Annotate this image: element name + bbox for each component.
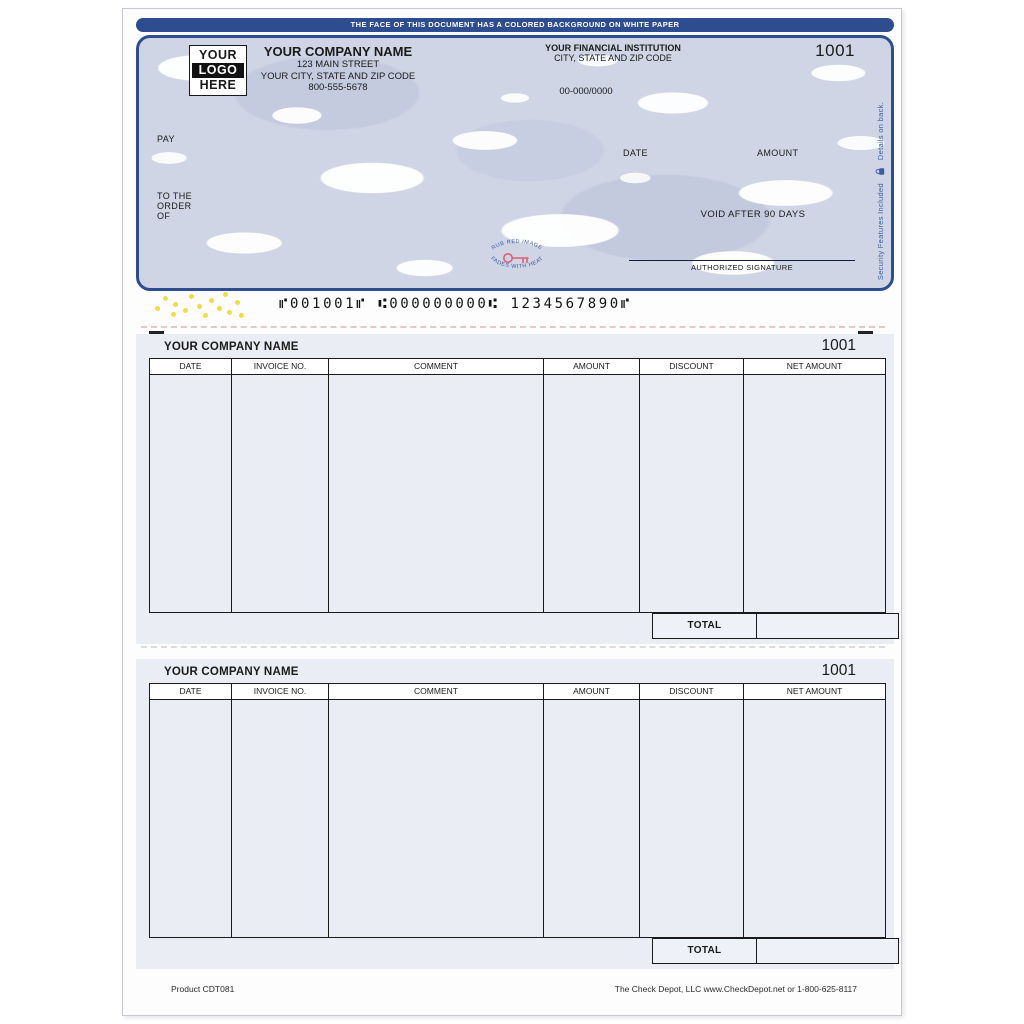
amount-label: AMOUNT — [757, 148, 799, 158]
stub-total-row — [652, 613, 899, 639]
vendor-info: The Check Depot, LLC www.CheckDepot.net or 1-800-625-8117 — [614, 984, 857, 994]
bank-block — [513, 43, 713, 63]
col-header-comment: COMMENT — [329, 359, 544, 374]
security-features-text: Security Features Included — [875, 183, 885, 281]
svg-text:RUB RED IMAGE — [491, 239, 543, 251]
col-header-net-amount: NET AMOUNT — [786, 686, 843, 696]
logo-line-2: LOGO — [192, 63, 244, 78]
key-icon — [504, 254, 528, 263]
total-net-amount-cell — [757, 614, 898, 638]
check-face — [136, 35, 894, 291]
body-cell-date — [150, 375, 232, 612]
body-cell-invoice-no — [232, 375, 329, 612]
stub-check-number: 1001 — [821, 337, 856, 354]
col-header-invoice-no: INVOICE NO. — [232, 684, 329, 699]
stub-total-row — [652, 938, 899, 964]
remittance-stub-2 — [136, 659, 894, 969]
col-header-discount: DISCOUNT — [640, 684, 744, 699]
void-after-90-days-label: VOID AFTER 90 DAYS — [700, 209, 806, 220]
to-the-order-of-label: TO THE ORDER OF — [157, 191, 193, 221]
micr-line: ⑈001001⑈ ⑆000000000⑆ 1234567890⑈ — [279, 296, 632, 312]
company-city: YOUR CITY, STATE AND ZIP CODE — [260, 70, 416, 82]
logo-line-1: YOUR — [198, 48, 238, 62]
logo-line-3: HERE — [199, 78, 237, 92]
seal-top-text: RUB RED IMAGE — [490, 238, 544, 252]
col-header-net-amount: NET AMOUNT — [786, 361, 843, 371]
body-cell-invoice-no — [232, 700, 329, 937]
perforation-line — [141, 326, 885, 328]
padlock-icon — [875, 167, 885, 176]
col-header-discount: DISCOUNT — [640, 359, 744, 374]
body-cell-comment — [329, 700, 544, 937]
total-net-amount-cell — [757, 939, 898, 963]
total-label: TOTAL — [653, 939, 757, 963]
bank-city: CITY, STATE AND ZIP CODE — [554, 53, 672, 63]
pay-label: PAY — [157, 134, 175, 144]
body-cell-discount — [640, 375, 744, 612]
company-street: 123 MAIN STREET — [296, 59, 380, 70]
stub-table — [149, 683, 886, 938]
date-label: DATE — [623, 148, 648, 158]
company-address-block — [238, 45, 438, 94]
body-cell-net-amount — [744, 700, 885, 937]
col-header-comment: COMMENT — [329, 684, 544, 699]
col-header-amount: AMOUNT — [544, 359, 640, 374]
security-dots — [153, 292, 245, 320]
stub-company-name: YOUR COMPANY NAME — [164, 341, 299, 353]
authorized-signature-line: AUTHORIZED SIGNATURE — [629, 260, 855, 272]
colored-background-banner: THE FACE OF THIS DOCUMENT HAS A COLORED BACKGROUND ON WHITE PAPER — [136, 18, 894, 32]
product-code: Product CDT081 — [171, 984, 235, 994]
perforation-line — [141, 646, 885, 648]
security-side-note — [873, 66, 887, 316]
col-header-date: DATE — [150, 684, 232, 699]
stub-check-number: 1001 — [821, 662, 856, 679]
check-number: 1001 — [815, 41, 855, 60]
details-on-back-text: Details on back. — [875, 101, 885, 161]
stub-table-header — [149, 358, 886, 375]
body-cell-amount — [544, 700, 640, 937]
body-cell-net-amount — [744, 375, 885, 612]
body-cell-discount — [640, 700, 744, 937]
stub-company-name: YOUR COMPANY NAME — [164, 666, 299, 678]
total-label: TOTAL — [653, 614, 757, 638]
stub-table-body — [149, 700, 886, 938]
col-header-date: DATE — [150, 359, 232, 374]
stub-table-header — [149, 683, 886, 700]
company-phone: 800-555-5678 — [308, 82, 368, 93]
seal-bottom-text: FADES WITH HEAT — [489, 255, 545, 270]
body-cell-comment — [329, 375, 544, 612]
remittance-stub-1 — [136, 334, 894, 644]
col-header-invoice-no: INVOICE NO. — [232, 359, 329, 374]
col-header-amount: AMOUNT — [544, 684, 640, 699]
company-name: YOUR COMPANY NAME — [263, 44, 413, 59]
stub-table — [149, 358, 886, 613]
body-cell-date — [150, 700, 232, 937]
stub-table-body — [149, 375, 886, 613]
bank-name: YOUR FINANCIAL INSTITUTION — [545, 43, 681, 53]
bank-fraction-number: 00-000/0000 — [559, 86, 613, 97]
check-sheet — [122, 8, 902, 1016]
heat-sensitive-seal — [482, 233, 552, 281]
body-cell-amount — [544, 375, 640, 612]
